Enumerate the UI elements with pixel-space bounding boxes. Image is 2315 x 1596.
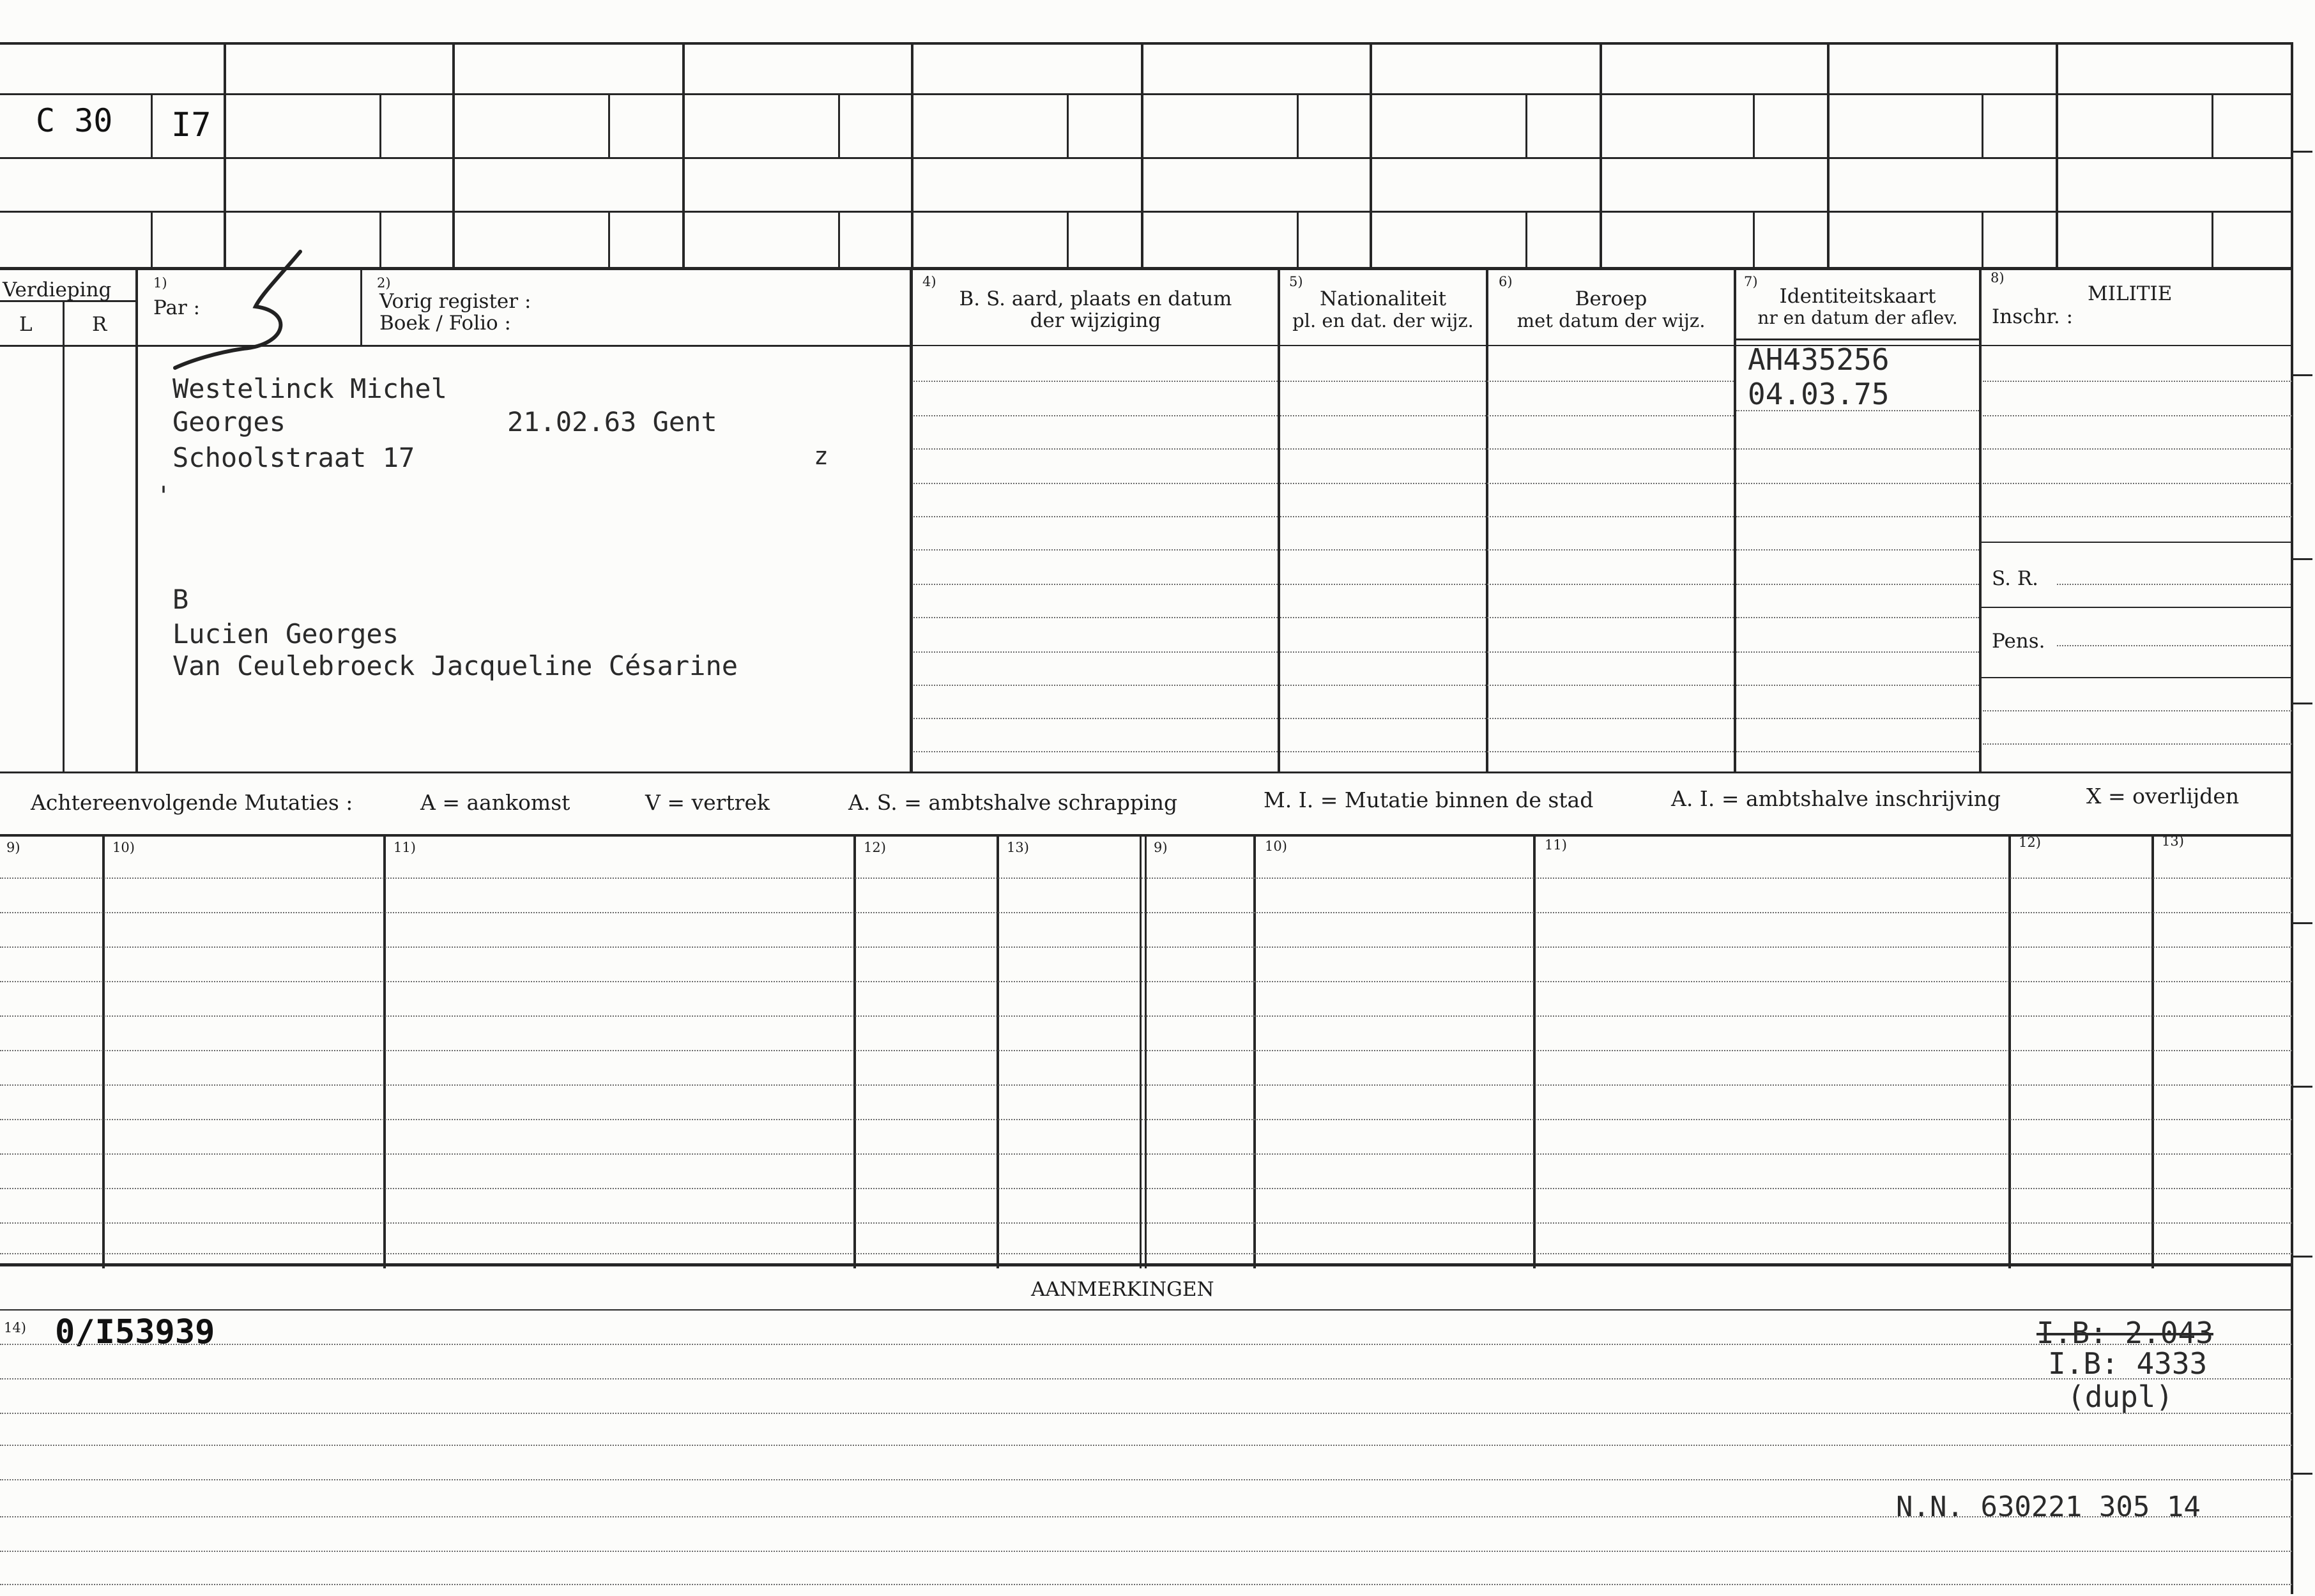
dotted-rule [1736, 549, 1979, 551]
dotted-rule [0, 878, 2292, 879]
strip-subdivider [1982, 93, 1983, 157]
mut-right-col-11: 11) [1545, 837, 1567, 853]
nationality-label-2: pl. en dat. der wijz. [1292, 310, 1474, 331]
col4-num: 4) [922, 274, 936, 289]
dotted-rule [0, 1084, 2292, 1086]
dotted-rule [1736, 584, 1979, 585]
militia-line [1982, 607, 2292, 608]
dotted-rule [1736, 651, 1979, 653]
mut-divider [2008, 837, 2011, 1268]
remarks-title: AANMERKINGEN [1031, 1278, 1214, 1301]
col-divider [1486, 268, 1488, 773]
mut-left-col-12: 12) [864, 840, 886, 855]
dotted-rule [0, 1222, 2292, 1224]
mut-divider [2151, 837, 2154, 1268]
par-label: Par : [153, 296, 201, 319]
dotted-rule [0, 1413, 2292, 1414]
idcard-label-2: nr en datum der aflev. [1757, 307, 1958, 328]
dotted-rule [2057, 645, 2291, 646]
remarks-top-line [0, 1263, 2293, 1266]
strip-subdivider [1067, 211, 1069, 268]
dotted-rule [913, 549, 1278, 551]
profession-label: Beroep [1575, 287, 1647, 310]
mut-divider [383, 837, 386, 1268]
rule-line [2293, 151, 2312, 153]
strip-divider [1600, 42, 1602, 268]
top-row-line [0, 157, 2293, 159]
col6-num: 6) [1499, 274, 1513, 289]
mut-right-col-10: 10) [1265, 839, 1287, 854]
person-name: Westelinck Michel [172, 373, 447, 404]
ib-number-old: I.B: 2.043 [2036, 1316, 2213, 1350]
militia-line [1982, 542, 2292, 543]
dotted-rule [1983, 483, 2292, 484]
strip-divider [1141, 42, 1143, 268]
top-row-line [0, 211, 2293, 213]
mut-divider [997, 837, 999, 1268]
mut-right-col-12: 12) [2019, 835, 2041, 850]
floor-left-label: L [19, 313, 33, 336]
strip-divider [1370, 42, 1372, 268]
strip-subdivider [379, 211, 381, 268]
dotted-rule [1736, 516, 1979, 517]
strip-subdivider [838, 93, 840, 157]
dotted-rule [1983, 743, 2292, 745]
dotted-rule [0, 1551, 2292, 1552]
dotted-rule [0, 1050, 2292, 1051]
legend-item-ex-officio-removal: A. S. = ambtshalve schrapping [848, 790, 1178, 815]
col7-num: 7) [1744, 274, 1758, 289]
person-birth: 21.02.63 Gent [507, 406, 717, 437]
floor-divider [63, 300, 65, 773]
person-status: B [172, 584, 189, 615]
mut-divider [853, 837, 856, 1268]
mut-left-col-11: 11) [393, 840, 416, 855]
strip-subdivider [2212, 211, 2213, 268]
strip-subdivider [608, 211, 610, 268]
legend-item-departure: V = vertrek [645, 790, 770, 815]
dotted-rule [1280, 685, 1734, 686]
mut-left-col-10: 10) [112, 840, 135, 855]
mut-right-col-9: 9) [1154, 840, 1168, 855]
civil-status-label: B. S. aard, plaats en datum [959, 287, 1232, 310]
dotted-rule [913, 483, 1278, 484]
rule-line [2293, 703, 2312, 704]
mut-left-col-9: 9) [6, 840, 20, 855]
militia-line [1982, 677, 2292, 678]
dotted-rule [0, 1253, 2292, 1254]
legend-item-death: X = overlijden [2086, 784, 2240, 809]
nationality-label: Nationaliteit [1319, 287, 1447, 310]
legend-item-ex-officio-registration: A. I. = ambtshalve inschrijving [1671, 786, 2001, 811]
military-label: MILITIE [2088, 282, 2173, 305]
remarks-header-line [0, 1309, 2293, 1311]
mother-name: Van Ceulebroeck Jacqueline Césarine [172, 650, 738, 681]
dotted-rule [0, 1479, 2292, 1480]
dotted-rule [0, 1516, 2292, 1517]
dotted-rule [913, 381, 1278, 382]
dotted-rule [1736, 751, 1979, 752]
ib-number-new: I.B: 4333 [2048, 1346, 2208, 1381]
dotted-rule [1280, 448, 1734, 450]
right-border [2291, 42, 2293, 1594]
dotted-rule [1736, 483, 1979, 484]
col-divider [360, 268, 362, 346]
dotted-rule [0, 981, 2292, 982]
strip-subdivider [838, 211, 840, 268]
signature-mark [166, 243, 332, 370]
dotted-rule [913, 685, 1278, 686]
col-divider [1278, 268, 1280, 773]
dotted-rule [1280, 381, 1734, 382]
dotted-rule [0, 912, 2292, 913]
dotted-rule [2057, 584, 2291, 585]
ib-duplicate-note: (dupl) [2067, 1379, 2174, 1414]
top-row-line [0, 93, 2293, 95]
col1-num: 1) [153, 275, 167, 291]
civil-status-label-2: der wijziging [1030, 309, 1161, 332]
idcard-date: 04.03.75 [1748, 377, 1890, 411]
dotted-rule [1983, 415, 2292, 416]
strip-subdivider [1297, 211, 1299, 268]
mut-left-col-13: 13) [1007, 840, 1029, 855]
idcard-header-line [1734, 338, 1980, 340]
dotted-rule [0, 1119, 2292, 1120]
dotted-rule [913, 516, 1278, 517]
father-name: Lucien Georges [172, 618, 399, 650]
dotted-rule [913, 651, 1278, 653]
remarks-reference: 0/I53939 [55, 1313, 215, 1351]
dotted-rule [0, 1344, 2292, 1345]
legend-top-line [0, 771, 2293, 773]
col5-num: 5) [1289, 274, 1303, 289]
dotted-rule [0, 1378, 2292, 1379]
strip-subdivider [1067, 93, 1069, 157]
mut-right-col-13: 13) [2162, 833, 2184, 849]
strip-divider [2056, 42, 2058, 268]
rule-line [2293, 1473, 2312, 1475]
dotted-rule [0, 1153, 2292, 1155]
col-divider [1734, 268, 1736, 773]
dotted-rule [1983, 516, 2292, 517]
strip-subdivider [1982, 211, 1983, 268]
remarks-num: 14) [4, 1320, 26, 1335]
previous-register-label: Vorig register : [379, 290, 531, 313]
legend-item-internal-move: M. I. = Mutatie binnen de stad [1264, 787, 1594, 812]
strip-divider [911, 42, 913, 268]
person-second-name: Georges [172, 406, 286, 437]
dotted-rule [1280, 516, 1734, 517]
national-number: N.N. 630221 305 14 [1896, 1491, 2201, 1523]
idcard-label: Identiteitskaart [1779, 285, 1936, 308]
rule-line [2293, 558, 2312, 560]
mut-divider [1533, 837, 1536, 1268]
main-divider [0, 267, 2293, 270]
mut-divider [1140, 837, 1142, 1268]
dotted-rule [1736, 410, 1979, 411]
dotted-rule [0, 946, 2292, 948]
header-bottom-line [912, 345, 2292, 346]
person-address: Schoolstraat 17 [172, 442, 415, 473]
dotted-rule [913, 718, 1278, 719]
mut-divider [102, 837, 105, 1268]
dotted-rule [1280, 549, 1734, 551]
strip-subdivider [1525, 211, 1527, 268]
dotted-rule [1280, 483, 1734, 484]
dotted-rule [1736, 617, 1979, 618]
col8-num: 8) [1990, 270, 2005, 285]
floor-right-label: R [92, 313, 107, 336]
legend-item-arrival: A = aankomst [420, 790, 570, 815]
dotted-rule [1736, 718, 1979, 719]
strip-subdivider [1297, 93, 1299, 157]
pens-label: Pens. [1992, 630, 2045, 653]
strip-divider [682, 42, 685, 268]
dotted-rule [1280, 617, 1734, 618]
book-folio-label: Boek / Folio : [379, 312, 511, 335]
strip-subdivider [151, 93, 153, 157]
floor-label: Verdieping [3, 278, 112, 301]
person-mark: z [814, 442, 829, 470]
strip-divider [452, 42, 455, 268]
col2-num: 2) [377, 275, 391, 291]
dotted-rule [1983, 448, 2292, 450]
dotted-rule [1280, 584, 1734, 585]
legend-bottom-line [0, 834, 2293, 837]
dotted-rule [0, 1584, 2292, 1585]
inschr-label: Inschr. : [1992, 305, 2074, 328]
strip-subdivider [1753, 93, 1755, 157]
dotted-rule [1280, 415, 1734, 416]
strip-subdivider [1525, 93, 1527, 157]
strip-divider [1827, 42, 1830, 268]
dotted-rule [1280, 718, 1734, 719]
col-divider [910, 268, 913, 773]
sr-label: S. R. [1992, 567, 2039, 590]
col-divider [1979, 268, 1982, 773]
rule-line [2293, 1086, 2312, 1088]
dotted-rule [0, 1188, 2292, 1189]
dotted-rule [1280, 751, 1734, 752]
dotted-rule [913, 751, 1278, 752]
card-code: C 30 [36, 102, 113, 139]
dotted-rule [1983, 710, 2292, 711]
dotted-rule [913, 584, 1278, 585]
dotted-rule [913, 617, 1278, 618]
top-border [0, 42, 2293, 45]
rule-line [2293, 922, 2312, 924]
idcard-number: AH435256 [1748, 342, 1890, 377]
dotted-rule [0, 1445, 2292, 1446]
dotted-rule [1983, 381, 2292, 382]
dotted-rule [1280, 651, 1734, 653]
card-number: I7 [171, 106, 211, 144]
dotted-rule [1736, 685, 1979, 686]
rule-line [2293, 1256, 2312, 1258]
strip-subdivider [608, 93, 610, 157]
header-bottom-line [0, 345, 912, 347]
dotted-rule [913, 448, 1278, 450]
mut-divider [1145, 837, 1147, 1268]
col-divider [135, 268, 138, 773]
dotted-rule [1736, 448, 1979, 450]
strip-subdivider [151, 211, 153, 268]
profession-label-2: met datum der wijz. [1517, 310, 1706, 331]
dotted-rule [913, 415, 1278, 416]
mutations-legend-title: Achtereenvolgende Mutaties : [31, 790, 353, 815]
strip-subdivider [379, 93, 381, 157]
person-tick: ' [156, 482, 172, 511]
strip-subdivider [1753, 211, 1755, 268]
mut-divider [1253, 837, 1256, 1268]
strip-subdivider [2212, 93, 2213, 157]
dotted-rule [0, 1015, 2292, 1017]
strip-divider [224, 42, 226, 268]
rule-line [2293, 374, 2312, 376]
